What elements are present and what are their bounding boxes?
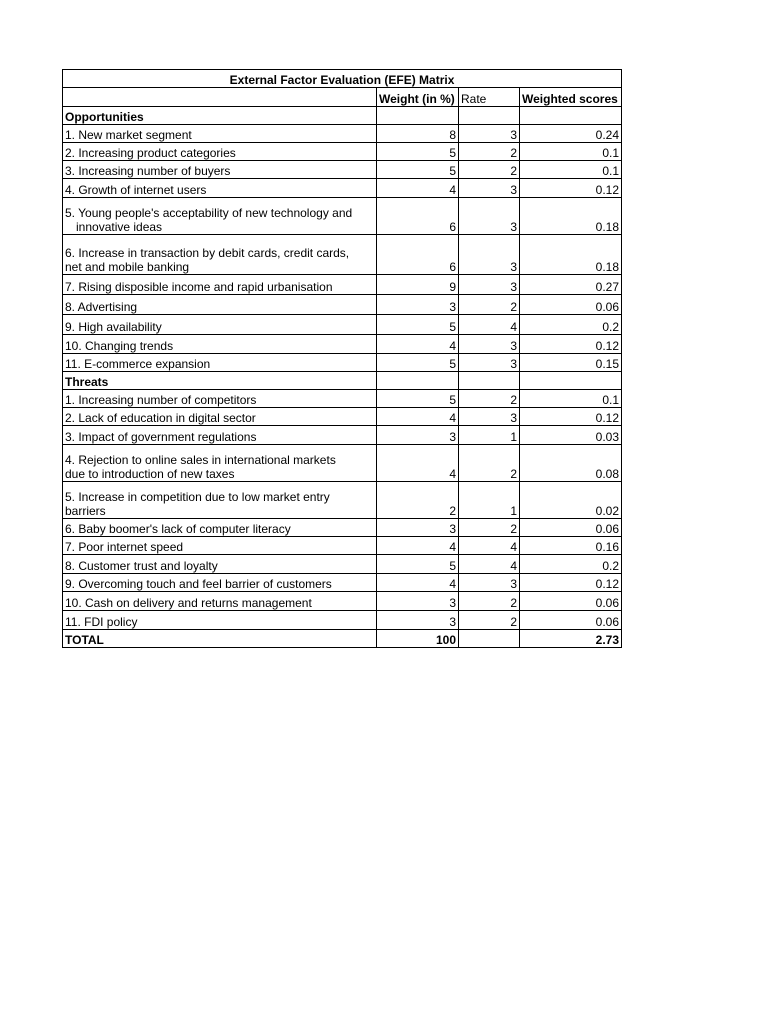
- weight-cell: 6: [377, 235, 459, 275]
- score-cell: 0.16: [520, 537, 622, 555]
- factor-text: 4. Rejection to online sales in international markets: [65, 453, 336, 467]
- rate-cell: 4: [459, 537, 520, 555]
- factor-text: 10. Cash on delivery and returns management: [65, 596, 312, 610]
- factor-cell: [63, 235, 377, 275]
- rate-cell: 2: [459, 143, 520, 161]
- table-row: [63, 235, 622, 275]
- weight-cell: 8: [377, 125, 459, 143]
- factor-text: 7. Poor internet speed: [65, 540, 184, 554]
- score-cell: 0.18: [520, 235, 622, 275]
- title-row: [63, 70, 622, 88]
- table-row: [63, 408, 622, 426]
- factor-cell: [63, 295, 377, 315]
- factor-text-line2: due to introduction of new taxes: [65, 467, 235, 481]
- factor-text: 4. Growth of internet users: [65, 183, 207, 197]
- factor-text: 10. Changing trends: [65, 339, 174, 353]
- factor-text: 2. Lack of education in digital sector: [65, 411, 256, 425]
- weight-cell: 5: [377, 555, 459, 574]
- table-row: [63, 125, 622, 143]
- score-cell: 0.06: [520, 592, 622, 611]
- table-row: [63, 335, 622, 354]
- factor-text: 8. Advertising: [65, 300, 138, 314]
- rate-cell: 1: [459, 426, 520, 445]
- table-row: [63, 315, 622, 335]
- factor-cell: [63, 179, 377, 198]
- weight-cell: 2: [377, 482, 459, 519]
- table-row: [63, 390, 622, 408]
- score-header: Weighted scores: [520, 88, 622, 107]
- factor-cell: [63, 275, 377, 295]
- factor-cell: [63, 482, 377, 519]
- factor-text: 1. Increasing number of competitors: [65, 393, 257, 407]
- factor-cell: [63, 315, 377, 335]
- score-cell: 0.18: [520, 198, 622, 235]
- table-row: [63, 574, 622, 592]
- table-title: External Factor Evaluation (EFE) Matrix: [63, 70, 622, 88]
- weight-cell: 5: [377, 390, 459, 408]
- rate-cell: 2: [459, 390, 520, 408]
- table-row: [63, 426, 622, 445]
- table-row: [63, 275, 622, 295]
- factor-cell: [63, 555, 377, 574]
- rate-cell: 3: [459, 125, 520, 143]
- opportunities-rows: [63, 125, 622, 372]
- weight-cell: 3: [377, 295, 459, 315]
- table-row: [63, 592, 622, 611]
- total-rate: [459, 630, 520, 648]
- opportunities-section-row: [63, 107, 622, 125]
- factor-cell: [63, 390, 377, 408]
- threats-label: Threats: [63, 372, 377, 390]
- factor-cell: [63, 161, 377, 179]
- factor-text: 8. Customer trust and loyalty: [65, 559, 218, 573]
- rate-cell: 2: [459, 519, 520, 537]
- weight-cell: 4: [377, 574, 459, 592]
- weight-cell: 3: [377, 426, 459, 445]
- total-score: 2.73: [520, 630, 622, 648]
- score-cell: 0.1: [520, 390, 622, 408]
- factor-text: 11. E-commerce expansion: [65, 357, 211, 371]
- score-cell: 0.06: [520, 519, 622, 537]
- table-row: [63, 555, 622, 574]
- weight-cell: 5: [377, 315, 459, 335]
- weight-cell: 4: [377, 335, 459, 354]
- factor-text-line2: net and mobile banking: [65, 260, 190, 274]
- factor-cell: [63, 125, 377, 143]
- score-cell: 0.12: [520, 335, 622, 354]
- factor-cell: [63, 611, 377, 630]
- table-row: [63, 179, 622, 198]
- score-cell: 0.03: [520, 426, 622, 445]
- factor-text-line2: innovative ideas: [76, 220, 163, 234]
- weight-cell: 6: [377, 198, 459, 235]
- rate-cell: 3: [459, 179, 520, 198]
- factor-header: [63, 88, 377, 107]
- table-row: [63, 445, 622, 482]
- factor-text: 11. FDI policy: [65, 615, 138, 629]
- rate-cell: 2: [459, 161, 520, 179]
- header-row: [63, 88, 622, 107]
- factor-cell: [63, 408, 377, 426]
- total-weight: 100: [377, 630, 459, 648]
- factor-text-line2: barriers: [65, 504, 106, 518]
- factor-text: 6. Baby boomer's lack of computer literacy: [65, 522, 291, 536]
- rate-cell: 3: [459, 235, 520, 275]
- rate-cell: 2: [459, 611, 520, 630]
- score-cell: 0.08: [520, 445, 622, 482]
- factor-text: 7. Rising disposible income and rapid urbanisation: [65, 280, 333, 294]
- factor-text: 9. High availability: [65, 320, 162, 334]
- rate-cell: 4: [459, 315, 520, 335]
- factor-cell: [63, 354, 377, 372]
- factor-cell: [63, 198, 377, 235]
- total-row: [63, 630, 622, 648]
- score-cell: 0.12: [520, 179, 622, 198]
- score-cell: 0.27: [520, 275, 622, 295]
- factor-cell: [63, 574, 377, 592]
- weight-cell: 4: [377, 537, 459, 555]
- score-cell: 0.12: [520, 408, 622, 426]
- weight-cell: 4: [377, 179, 459, 198]
- rate-cell: 2: [459, 445, 520, 482]
- factor-cell: [63, 335, 377, 354]
- weight-header: Weight (in %): [377, 88, 459, 107]
- factor-text: 3. Increasing number of buyers: [65, 164, 231, 178]
- weight-cell: 4: [377, 408, 459, 426]
- factor-text: 3. Impact of government regulations: [65, 430, 257, 444]
- score-cell: 0.1: [520, 143, 622, 161]
- score-cell: 0.06: [520, 295, 622, 315]
- weight-cell: 5: [377, 161, 459, 179]
- rate-cell: 3: [459, 408, 520, 426]
- efe-matrix-table: [62, 69, 622, 648]
- weight-cell: 5: [377, 354, 459, 372]
- rate-cell: 2: [459, 592, 520, 611]
- table-row: [63, 143, 622, 161]
- opportunities-label: Opportunities: [63, 107, 377, 125]
- score-cell: 0.2: [520, 555, 622, 574]
- rate-cell: 3: [459, 275, 520, 295]
- weight-cell: 3: [377, 519, 459, 537]
- weight-cell: 4: [377, 445, 459, 482]
- factor-cell: [63, 537, 377, 555]
- table-row: [63, 519, 622, 537]
- rate-cell: 3: [459, 198, 520, 235]
- factor-text: 2. Increasing product categories: [65, 146, 236, 160]
- weight-cell: 9: [377, 275, 459, 295]
- table-row: [63, 354, 622, 372]
- factor-text: 5. Young people's acceptability of new technology and: [65, 206, 353, 220]
- score-cell: 0.02: [520, 482, 622, 519]
- rate-cell: 3: [459, 335, 520, 354]
- threats-section-row: [63, 372, 622, 390]
- rate-cell: 3: [459, 354, 520, 372]
- table-row: [63, 198, 622, 235]
- score-cell: 0.12: [520, 574, 622, 592]
- factor-text: 5. Increase in competition due to low market entry: [65, 490, 330, 504]
- table-row: [63, 482, 622, 519]
- factor-cell: [63, 426, 377, 445]
- rate-cell: 1: [459, 482, 520, 519]
- rate-cell: 3: [459, 574, 520, 592]
- threats-rows: [63, 390, 622, 630]
- score-cell: 0.2: [520, 315, 622, 335]
- table-row: [63, 161, 622, 179]
- score-cell: 0.06: [520, 611, 622, 630]
- factor-cell: [63, 519, 377, 537]
- factor-text: 1. New market segment: [65, 128, 192, 142]
- table-row: [63, 537, 622, 555]
- factor-cell: [63, 143, 377, 161]
- table-row: [63, 295, 622, 315]
- rate-cell: 4: [459, 555, 520, 574]
- rate-header: Rate: [459, 88, 520, 107]
- table-row: [63, 611, 622, 630]
- factor-cell: [63, 445, 377, 482]
- factor-text: 6. Increase in transaction by debit cards, credit cards,: [65, 246, 350, 260]
- score-cell: 0.24: [520, 125, 622, 143]
- score-cell: 0.15: [520, 354, 622, 372]
- weight-cell: 5: [377, 143, 459, 161]
- factor-text: 9. Overcoming touch and feel barrier of customers: [65, 577, 332, 591]
- rate-cell: 2: [459, 295, 520, 315]
- weight-cell: 3: [377, 592, 459, 611]
- score-cell: 0.1: [520, 161, 622, 179]
- weight-cell: 3: [377, 611, 459, 630]
- factor-cell: [63, 592, 377, 611]
- total-label: TOTAL: [63, 630, 377, 648]
